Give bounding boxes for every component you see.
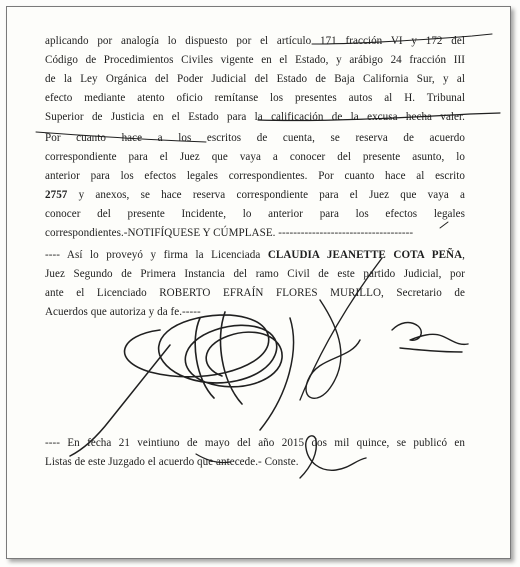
text-line-4: efecto mediante atento oficio remítanse los presentes autos al H. Tribunal xyxy=(45,92,465,104)
text-line-14: ante el Licenciado ROBERTO EFRAÍN FLORES MURILLO, Secretario de xyxy=(45,287,465,299)
bold-number: 2757 xyxy=(45,189,68,201)
text-line-1: aplicando por analogía lo dispuesto por el artículo 171 fracción VI y 172 del xyxy=(45,35,465,47)
text-line-8: anterior para los efectos legales correspondientes. Por cuanto hace al escrito xyxy=(45,170,465,182)
text-line-12-post: , xyxy=(462,249,465,261)
text-line-2: Código de Procedimientos Civiles vigente en el Estado, y arábigo 24 fracción III xyxy=(45,54,465,66)
text-line-11: correspondientes.-NOTIFÍQUESE Y CÚMPLASE. ------------------------------------ xyxy=(45,227,414,239)
text-line-15: Acuerdos que autoriza y da fe.----- xyxy=(45,306,201,318)
text-line-9 xyxy=(45,187,465,203)
text-line-12-pre: ---- Así lo proveyó y firma la Licenciada xyxy=(45,249,268,261)
text-line-12 xyxy=(45,247,465,263)
text-line-5: Superior de Justicia en el Estado para la calificación de la excusa hecha valer. xyxy=(45,111,465,123)
text-line-9-rest: y anexos, se hace reserva correspondiente para el Juez que vaya a xyxy=(67,189,465,201)
document-frame xyxy=(6,6,511,559)
publication-line-1: ---- En fecha 21 veintiuno de mayo del año 2015 dos mil quince, se publicó en xyxy=(45,437,465,449)
text-line-13: Juez Segundo de Primera Instancia del ramo Civil de este partido Judicial, por xyxy=(45,268,465,280)
text-line-6: Por cuanto hace a los escritos de cuenta, se reserva de acuerdo xyxy=(45,132,465,144)
text-line-3: de la Ley Orgánica del Poder Judicial del Estado de Baja California Sur, y al xyxy=(45,73,465,85)
publication-line-2: Listas de este Juzgado el acuerdo que antecede.- Conste. xyxy=(45,456,299,468)
text-line-7: correspondiente para el Juez que vaya a conocer del presente asunto, lo xyxy=(45,151,465,163)
bold-name: CLAUDIA JEANETTE COTA PEÑA xyxy=(267,249,463,261)
text-line-10: conocer del presente Incidente, lo anterior para los efectos legales xyxy=(45,208,465,220)
